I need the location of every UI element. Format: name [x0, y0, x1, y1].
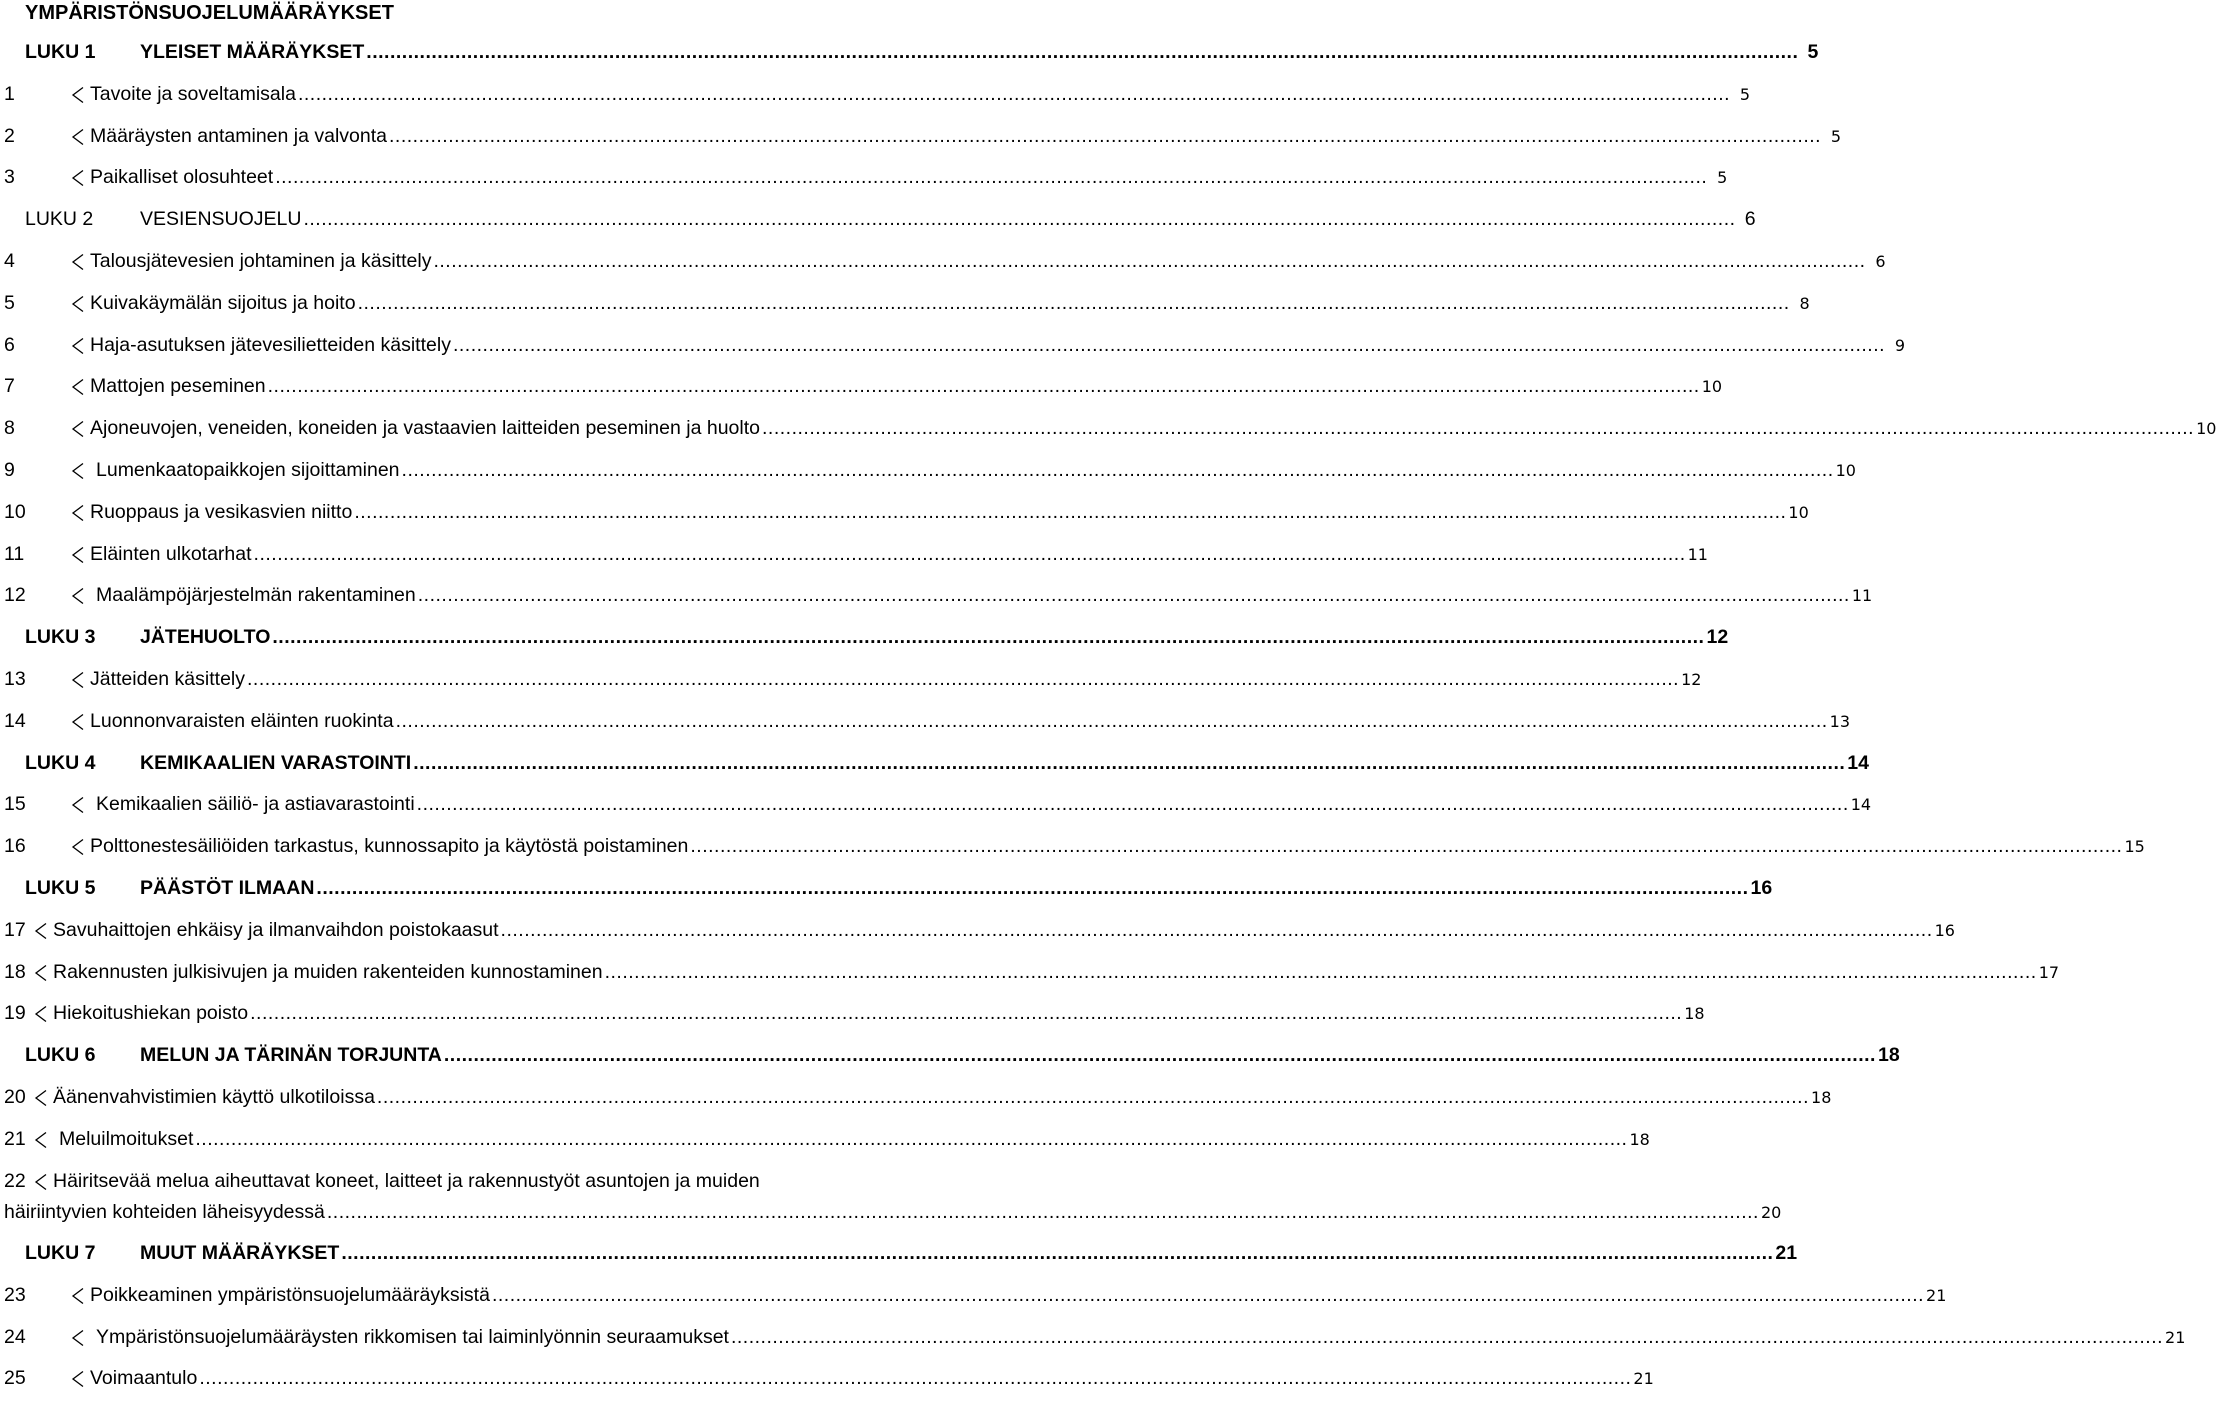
toc-section-row[interactable] [0, 1364, 1654, 1392]
section-number: 18 [4, 960, 26, 983]
toc-chapter-row[interactable] [0, 205, 1756, 233]
dot-leader: .................................................................................................................................................................................................................................................. [253, 542, 1686, 565]
toc-chapter-row[interactable] [0, 38, 1819, 66]
chapter-title: MELUN JA TÄRINÄN TORJUNTA [140, 1044, 442, 1067]
page-number: 12 [1681, 670, 1702, 689]
toc-entry [90, 1364, 1654, 1393]
page-number: 14 [1850, 795, 1872, 815]
page-number: 15 [2124, 837, 2145, 857]
toc-section-continuation[interactable] [4, 1198, 1782, 1226]
toc-section-row[interactable] [0, 289, 1810, 317]
toc-chapter-row[interactable] [0, 623, 1729, 651]
dot-leader: .................................................................................................................................................................................................................................................. [357, 291, 1790, 314]
dot-leader: .................................................................................................................................................................................................................................................. [452, 333, 1886, 356]
section-sign-icon [72, 672, 84, 688]
section-number: 22 [4, 1169, 26, 1192]
section-title: Meluilmoitukset [59, 1127, 194, 1150]
toc-section-row[interactable] [0, 80, 1751, 108]
section-sign-icon [72, 839, 84, 855]
section-sign-icon [35, 1090, 47, 1106]
section-title: Määräysten antaminen ja valvonta [90, 124, 388, 147]
section-number: 12 [4, 584, 26, 607]
section-number: 7 [4, 375, 15, 398]
toc-entry [90, 540, 1708, 569]
dot-leader: .................................................................................................................................................................................................................................................. [416, 793, 1849, 816]
page-number: 14 [1847, 751, 1869, 774]
toc-section-row[interactable] [0, 1083, 1832, 1111]
section-number: 5 [4, 291, 15, 314]
page-number: 10 [1701, 377, 1723, 397]
section-title: Tavoite ja soveltamisala [90, 82, 296, 105]
section-sign-icon [35, 923, 47, 939]
toc-entry [140, 205, 1756, 233]
chapter-number: LUKU 2 [25, 208, 94, 231]
toc-entry [90, 1281, 1947, 1310]
chapter-title: JÄTEHUOLTO [140, 626, 271, 649]
dot-leader: .................................................................................................................................................................................................................................................. [354, 500, 1787, 523]
section-title: Lumenkaatopaikkojen sijoittaminen [96, 459, 400, 481]
page-number: 5 [1717, 168, 1728, 188]
toc-section-row[interactable] [0, 122, 1842, 150]
page-number: 18 [1684, 1004, 1705, 1024]
toc-chapter-row[interactable] [0, 1239, 1798, 1267]
section-title: Paikalliset olosuhteet [90, 166, 274, 189]
toc-section-row[interactable] [0, 414, 2216, 442]
chapter-number: LUKU 4 [25, 751, 96, 774]
page-number: 13 [1829, 711, 1851, 731]
section-sign-icon [72, 296, 84, 312]
dot-leader: .................................................................................................................................................................................................................................................. [730, 1325, 2164, 1348]
toc-entry [90, 414, 2216, 443]
chapter-number: LUKU 6 [25, 1044, 96, 1067]
dot-leader: .................................................................................................................................................................................................................................................. [303, 208, 1736, 231]
section-sign-icon [72, 170, 84, 186]
dot-leader: .................................................................................................................................................................................................................................................. [316, 877, 1749, 899]
page-number: 10 [1835, 461, 1856, 480]
page-number: 18 [1629, 1129, 1650, 1149]
section-number: 21 [4, 1127, 26, 1150]
toc-section-row[interactable] [0, 790, 1872, 818]
section-title: Poikkeaminen ympäristönsuojelumääräyksistä [90, 1283, 490, 1306]
toc-entry [140, 749, 1869, 777]
dot-leader: .................................................................................................................................................................................................................................................. [341, 1241, 1774, 1264]
toc-entry [96, 456, 1856, 485]
toc-entry [90, 163, 1728, 192]
toc-entry [90, 498, 1809, 527]
toc-section-row[interactable] [0, 163, 1728, 191]
page-number: 21 [1775, 1241, 1798, 1264]
chapter-number: LUKU 1 [25, 41, 96, 63]
dot-leader: .................................................................................................................................................................................................................................................. [267, 375, 1700, 398]
section-number: 13 [4, 668, 26, 690]
chapter-title: KEMIKAALIEN VARASTOINTI [140, 751, 412, 774]
section-number: 25 [4, 1367, 26, 1390]
dot-leader: .................................................................................................................................................................................................................................................. [326, 1201, 1759, 1224]
section-title: Voimaantulo [90, 1367, 198, 1390]
toc-chapter-row[interactable] [0, 1041, 1900, 1069]
toc-chapter-row[interactable] [0, 874, 1773, 902]
page-number: 21 [1633, 1369, 1654, 1389]
section-title: Ympäristönsuojelumääräysten rikkomisen tai laiminlyönnin seuraamukset [96, 1325, 729, 1348]
section-sign-icon [72, 797, 84, 813]
section-number: 3 [4, 166, 15, 189]
section-sign-icon [72, 463, 84, 479]
section-number: 8 [4, 417, 15, 440]
page-number: 5 [1739, 84, 1751, 104]
section-number: 4 [4, 250, 15, 272]
dot-leader: .................................................................................................................................................................................................................................................. [389, 124, 1822, 147]
section-number: 14 [4, 709, 26, 732]
toc-section-row[interactable] [0, 581, 1873, 609]
page-number: 5 [1830, 126, 1842, 146]
page-number: 18 [1877, 1044, 1900, 1067]
section-sign-icon [35, 1132, 47, 1148]
section-sign-icon [72, 1371, 84, 1387]
section-number: 17 [4, 918, 26, 941]
section-sign-icon [72, 588, 84, 604]
dot-leader: .................................................................................................................................................................................................................................................. [401, 459, 1834, 481]
section-title: Haja-asutuksen jätevesilietteiden käsittely [90, 333, 451, 356]
section-title: Mattojen peseminen [90, 375, 266, 398]
section-sign-icon [72, 254, 84, 270]
dot-leader: .................................................................................................................................................................................................................................................. [491, 1283, 1925, 1306]
dot-leader: .................................................................................................................................................................................................................................................. [247, 668, 1680, 690]
section-title: Ajoneuvojen, veneiden, koneiden ja vastaavien laitteiden peseminen ja huolto [90, 417, 760, 440]
dot-leader: .................................................................................................................................................................................................................................................. [297, 82, 1731, 105]
document-title: YMPÄRISTÖNSUOJELUMÄÄRÄYKSET [25, 2, 394, 24]
section-sign-icon [72, 338, 84, 354]
section-title: Kuivakäymälän sijoitus ja hoito [90, 291, 356, 314]
page-number: 6 [1875, 252, 1886, 271]
dot-leader: .................................................................................................................................................................................................................................................. [366, 41, 1799, 63]
page-number: 16 [1750, 877, 1773, 899]
section-number: 11 [4, 542, 25, 565]
page-number: 12 [1706, 626, 1729, 649]
chapter-number: LUKU 3 [25, 626, 96, 649]
toc-entry [96, 581, 1873, 610]
section-sign-icon [72, 1288, 84, 1304]
section-sign-icon [35, 965, 47, 981]
section-title: Maalämpöjärjestelmän rakentaminen [96, 584, 416, 607]
section-title: Savuhaittojen ehkäisy ja ilmanvaihdon poistokaasut [53, 918, 499, 941]
toc-entry [53, 1167, 956, 1195]
section-sign-icon [72, 421, 84, 437]
page-number: 11 [1687, 544, 1708, 564]
toc-section-row[interactable] [0, 707, 1851, 735]
section-sign-icon [72, 714, 84, 730]
page-number: 6 [1744, 208, 1756, 231]
chapter-title: YLEISET MÄÄRÄYKSET [140, 41, 365, 63]
page-number: 8 [1799, 293, 1810, 313]
section-number: 24 [4, 1325, 26, 1348]
dot-leader: .................................................................................................................................................................................................................................................. [275, 166, 1708, 189]
section-title: Kemikaalien säiliö- ja astiavarastointi [96, 793, 415, 816]
section-sign-icon [35, 1006, 47, 1022]
toc-section-row[interactable] [0, 958, 2060, 986]
section-sign-icon [35, 1174, 47, 1190]
section-title: Talousjätevesien johtaminen ja käsittely [90, 250, 432, 272]
toc-entry [140, 874, 1773, 902]
toc-section-row[interactable] [0, 1125, 1650, 1153]
dot-leader: .................................................................................................................................................................................................................................................. [417, 584, 1850, 607]
dot-leader: .................................................................................................................................................................................................................................................. [500, 918, 1933, 941]
toc-section-row[interactable] [0, 1323, 2186, 1351]
chapter-number: LUKU 7 [25, 1241, 96, 1264]
toc-entry [90, 122, 1842, 151]
dot-leader: .................................................................................................................................................................................................................................................. [413, 751, 1846, 774]
page-number: 5 [1807, 41, 1819, 63]
toc-section-row[interactable] [0, 1167, 960, 1195]
dot-leader: .................................................................................................................................................................................................................................................. [272, 626, 1705, 649]
section-title: Luonnonvaraisten eläinten ruokinta [90, 709, 394, 732]
section-title: Hiekoitushiekan poisto [53, 1002, 249, 1025]
page-number: 11 [1851, 586, 1873, 606]
dot-leader: .................................................................................................................................................................................................................................................. [250, 1002, 1683, 1025]
page-number: 21 [1926, 1285, 1947, 1305]
section-sign-icon [72, 129, 84, 145]
section-number: 1 [4, 82, 15, 105]
page-number: 20 [1760, 1203, 1782, 1223]
dot-leader: .................................................................................................................................................................................................................................................. [690, 835, 2123, 858]
section-title: Polttonestesäiliöiden tarkastus, kunnossapito ja käytöstä poistaminen [90, 835, 689, 858]
dot-leader: .................................................................................................................................................................................................................................................. [443, 1044, 1876, 1067]
toc-entry [53, 958, 2060, 987]
section-sign-icon [72, 87, 84, 103]
toc-section-row[interactable] [0, 331, 1906, 359]
page-number: 16 [1934, 920, 1955, 940]
section-sign-icon [72, 505, 84, 521]
dot-leader: .................................................................................................................................................................................................................................................. [199, 1367, 1632, 1390]
toc-entry [59, 1125, 1650, 1154]
page-number: 17 [2038, 962, 2060, 982]
chapter-title: VESIENSUOJELU [140, 208, 302, 231]
section-number: 15 [4, 793, 26, 816]
toc-entry [140, 1239, 1798, 1267]
toc-section-row[interactable] [0, 832, 2145, 860]
toc-entry [90, 832, 2145, 861]
toc-section-row[interactable] [0, 247, 1886, 275]
page-number: 9 [1894, 335, 1906, 355]
section-number: 23 [4, 1283, 26, 1306]
section-number: 10 [4, 500, 26, 523]
chapter-title: PÄÄSTÖT ILMAAN [140, 877, 315, 899]
section-number: 20 [4, 1086, 26, 1108]
page-number: 21 [2165, 1327, 2186, 1347]
toc-section-row[interactable] [0, 498, 1809, 526]
section-sign-icon [72, 379, 84, 395]
dot-leader: .................................................................................................................................................................................................................................................. [376, 1086, 1810, 1108]
toc-section-row[interactable] [0, 456, 1856, 484]
toc-entry [140, 1041, 1900, 1069]
toc-entry [140, 623, 1729, 651]
section-title: Häiritsevää melua aiheuttavat koneet, laitteet ja rakennustyöt asuntojen ja muiden [53, 1169, 760, 1192]
section-number: 19 [4, 1002, 26, 1025]
section-title: Jätteiden käsittely [90, 668, 246, 690]
toc-entry [53, 999, 1705, 1028]
page-number: 18 [1811, 1088, 1832, 1107]
section-title: Äänenvahvistimien käyttö ulkotiloissa [53, 1086, 375, 1108]
toc-section-row[interactable] [0, 999, 1705, 1027]
dot-leader: .................................................................................................................................................................................................................................................. [761, 417, 2195, 440]
toc-entry [90, 665, 1702, 694]
toc-entry [96, 790, 1872, 819]
toc-entry [90, 289, 1810, 318]
dot-leader: .................................................................................................................................................................................................................................................. [604, 960, 2037, 983]
toc-section-row[interactable] [0, 916, 1955, 944]
toc-entry [53, 1083, 1832, 1112]
toc-entry [90, 707, 1851, 736]
section-title: Rakennusten julkisivujen ja muiden rakenteiden kunnostaminen [53, 960, 603, 983]
toc-chapter-row[interactable] [0, 749, 1869, 777]
page-number: 10 [2196, 419, 2216, 439]
toc-entry [140, 38, 1819, 66]
toc-entry [90, 372, 1723, 401]
toc-section-row[interactable] [0, 540, 1708, 568]
section-title: Ruoppaus ja vesikasvien niitto [90, 500, 353, 523]
toc-entry [90, 80, 1751, 109]
toc-section-row[interactable] [0, 1281, 1947, 1309]
section-title: Eläinten ulkotarhat [90, 542, 252, 565]
section-sign-icon [72, 547, 84, 563]
chapter-title: MUUT MÄÄRÄYKSET [140, 1241, 340, 1264]
page-number: 10 [1788, 502, 1809, 522]
section-number: 16 [4, 835, 26, 858]
section-title-continuation: häiriintyvien kohteiden läheisyydessä [4, 1201, 325, 1224]
section-number: 2 [4, 124, 15, 147]
dot-leader: .................................................................................................................................................................................................................................................. [433, 250, 1866, 272]
dot-leader: .................................................................................................................................................................................................................................................. [395, 709, 1828, 732]
toc-entry [53, 916, 1955, 945]
toc-section-row[interactable] [0, 665, 1702, 693]
toc-entry [90, 247, 1886, 276]
chapter-number: LUKU 5 [25, 877, 96, 899]
toc-entry [90, 331, 1906, 360]
toc-entry [96, 1323, 2186, 1352]
toc-section-row[interactable] [0, 372, 1723, 400]
section-sign-icon [72, 1330, 84, 1346]
section-number: 9 [4, 459, 15, 481]
dot-leader: .................................................................................................................................................................................................................................................. [195, 1127, 1628, 1150]
section-number: 6 [4, 333, 15, 356]
